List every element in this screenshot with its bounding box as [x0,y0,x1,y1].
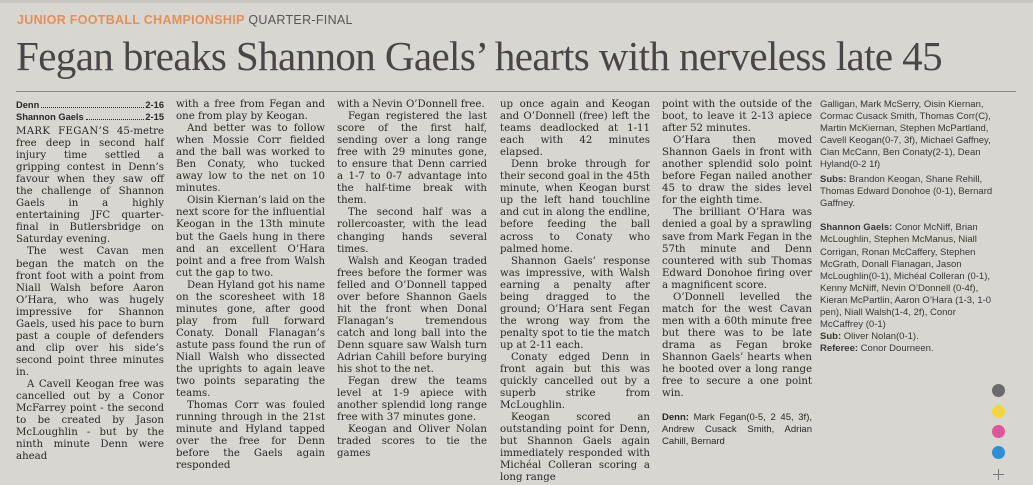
referee-text: Conor Dourneen. [858,342,934,354]
article-column-2 [176,99,325,472]
paragraph: Dean Hyland got his name on the scoresheet with 18 minutes gone, after good play from full forward Conaty. Donall Flanagan’s astute pass found the run of Niall Walsh who dissected the uprights to again leave two points separating the teams. [176,279,325,400]
shannon-gaels-label: Shannon Gaels: [820,222,893,234]
paragraph: Fegan drew the teams level at 1-9 apiece with another splendid long range free with 37 minutes gone. [337,376,487,424]
shannon-gaels-sub-label: Sub: [820,330,842,342]
article-column-1 [16,99,164,463]
top-border [0,0,1033,3]
paragraph: Keogan scored an outstanding point for Denn, but Shannon Gaels again immediately responded with Michéal Colleran scoring a long range [500,412,650,484]
referee-label: Referee: [820,342,859,354]
paragraph: Oisin Kiernan’s laid on the next score for the influential Keogan in the 13th minute but the Gaels hung in there and an excellent O’Hara point and a free from Walsh cut the gap to two. [176,195,325,279]
paragraph: And better was to follow when Mossie Corr fielded and the ball was worked to Ben Conaty, who tucked away low to the net on 10 minutes. [176,123,325,195]
paragraph: with a free from Fegan and one from play by Keogan. [176,99,325,123]
section-kicker [17,13,353,27]
home-team: Denn [16,100,40,110]
paragraph: with a Nevin O’Donnell free. [337,99,485,110]
paragraph: The brilliant O’Hara was denied a goal by a sprawling save from Mark Fegan in the 57th minute and Denn countered with sub Thomas Edward Donohoe firing over a magnificent score. [662,207,812,291]
shannon-gaels-lineup-text: Conor McNiff, Brian McLoughlin, Stephen McManus, Niall Corrigan, Ronan McCaffery, Stephen McGrath, Donall Flanagan, Jason McLoughlin(0-1), Michéal Colleran (0-1), Kenny McNiff, Nevin O’Donnell (0-4f), Kieran McPartlin, Aaron O’Hara (1-3, 1-0 pen), Niall Walsh(1-4, 2f), Conor McCaffrey (0-1) [820,222,992,330]
denn-subs [820,174,997,210]
denn-label: Denn: [662,412,689,424]
paragraph: Fegan registered the last score of the first half, sending over a long range free with 29 minutes gone, to ensure that Denn carried a 1-7 to 0-7 advantage into the half-time break with them. [337,111,487,207]
shannon-gaels-sub-text: Oliver Nolan(0-1). [841,330,919,342]
score-row-home [16,99,164,111]
paragraph: Walsh and Keogan traded frees before the former was felled and O’Donnell tapped over before Shannon Gaels hit the front when Donal Flanagan’s tremendous catch and long ball into the Denn square saw Walsh turn Adrian Cahill before burying his shot to the net. [337,255,487,376]
away-team: Shannon Gaels [16,112,84,122]
headline-rule [16,91,1016,92]
paragraph [16,126,164,246]
kicker-section: JUNIOR FOOTBALL CHAMPIONSHIP [17,13,245,27]
paragraph: The second half was a rollercoaster, with the lead changing hands several times. [337,207,487,255]
color-swatch-blue[interactable] [992,446,1005,459]
paragraph: A Cavell Keogan free was cancelled out by a Conor McFarrey point - the second to be created by Jason McLoughlin - but by the ninth minute Denn were ahead [16,378,164,463]
headline: Fegan breaks Shannon Gaels’ hearts with nerveless late 45 [16,33,942,79]
paragraph: O’Hara then moved Shannon Gaels in front with another splendid solo point before Fegan nailed another 45 to draw the sides level for the eighth time. [662,135,812,207]
score-row-away [16,111,164,123]
denn-lineup-text: Mark Fegan(0-5, 2 45, 3f), Andrew Cusack Smith, Adrian Cahill, Bernard [662,412,812,448]
kicker-stage: QUARTER-FINAL [248,13,353,27]
color-swatch-yellow[interactable] [992,405,1005,418]
color-swatch-pink[interactable] [992,425,1005,438]
denn-subs-text: Brandon Keogan, Shane Rehill, Thomas Edward Donohoe (0-1), Bernard Gaffney. [820,174,993,210]
paragraph: Thomas Corr was fouled running through in the 21st minute and Hyland tapped over the free for Denn before the Gaels again responded [176,400,325,472]
denn-lineup [662,412,812,448]
add-icon[interactable] [991,467,1006,482]
paragraph: Keogan and Oliver Nolan traded scores to tie the games [337,424,487,460]
paragraph: up once again and Keogan and O’Donnell (free) left the teams deadlocked at 1-11 each with 42 minutes elapsed. [500,99,650,159]
home-score: 2-16 [145,100,164,110]
paragraph: Shannon Gaels’ response was impressive, with Walsh earning a penalty after being dragged to the ground; O’Hara sent Fegan the wrong way from the penalty spot to tie the match up at 2-11 each. [500,255,650,351]
referee [820,343,997,355]
away-score: 2-15 [145,112,164,122]
paragraph: Conaty edged Denn in front again but this was quickly cancelled out by a superb strike from McLoughlin. [500,351,650,412]
shannon-gaels-sub [820,331,997,343]
color-swatch-grey[interactable] [992,384,1005,397]
paragraph: The west Cavan men began the match on the front foot with a point from Niall Walsh before Aaron O’Hara, who was hugely impressive for Shannon Gaels, used his pace to burn past a couple of defenders and clip over his side’s second point three minutes in. [16,246,164,378]
drop-cap-text: MARK FEGAN’S [16,126,110,137]
team-lineups-box [820,99,997,355]
denn-lineup-continued: Galligan, Mark McSerry, Oisin Kiernan, Cormac Cusack Smith, Thomas Corr(C), Martin McKiernan, Stephen McPartland, Cavell Keogan(0-7, 3f), Michael Gaffney, Cian McCann, Ben Conaty(2-1), Dean Hyland(0-2 1f) [820,99,991,171]
article-column-3 [337,99,487,460]
paragraph: point with the outside of the boot, to leave it 2-13 apiece after 52 minutes. [662,99,812,135]
article-column-4 [500,99,650,485]
paragraph-text: 45-metre free deep in second half injury time settled a gripping contest in Denn’s favour when they saw off the challenge of Shannon Gaels in a highly entertaining JFC quarter-final in Butlersbridge on Saturday evening. [16,126,164,246]
paragraph: Denn broke through for their second goal in the 45th minute, when Keogan burst up the left hand touchline and cut in along the endline, before feeding the ball across to Conaty who palmed home. [500,159,650,255]
paragraph: O’Donnell levelled the match for the west Cavan men with a 60th minute free but there was to be late drama as Fegan broke Shannon Gaels’ hearts when he booted over a long range free to secure a one point win. [662,291,812,400]
shannon-gaels-lineup [820,222,997,330]
article-column-5 [662,99,812,448]
denn-subs-label: Subs: [820,174,847,186]
